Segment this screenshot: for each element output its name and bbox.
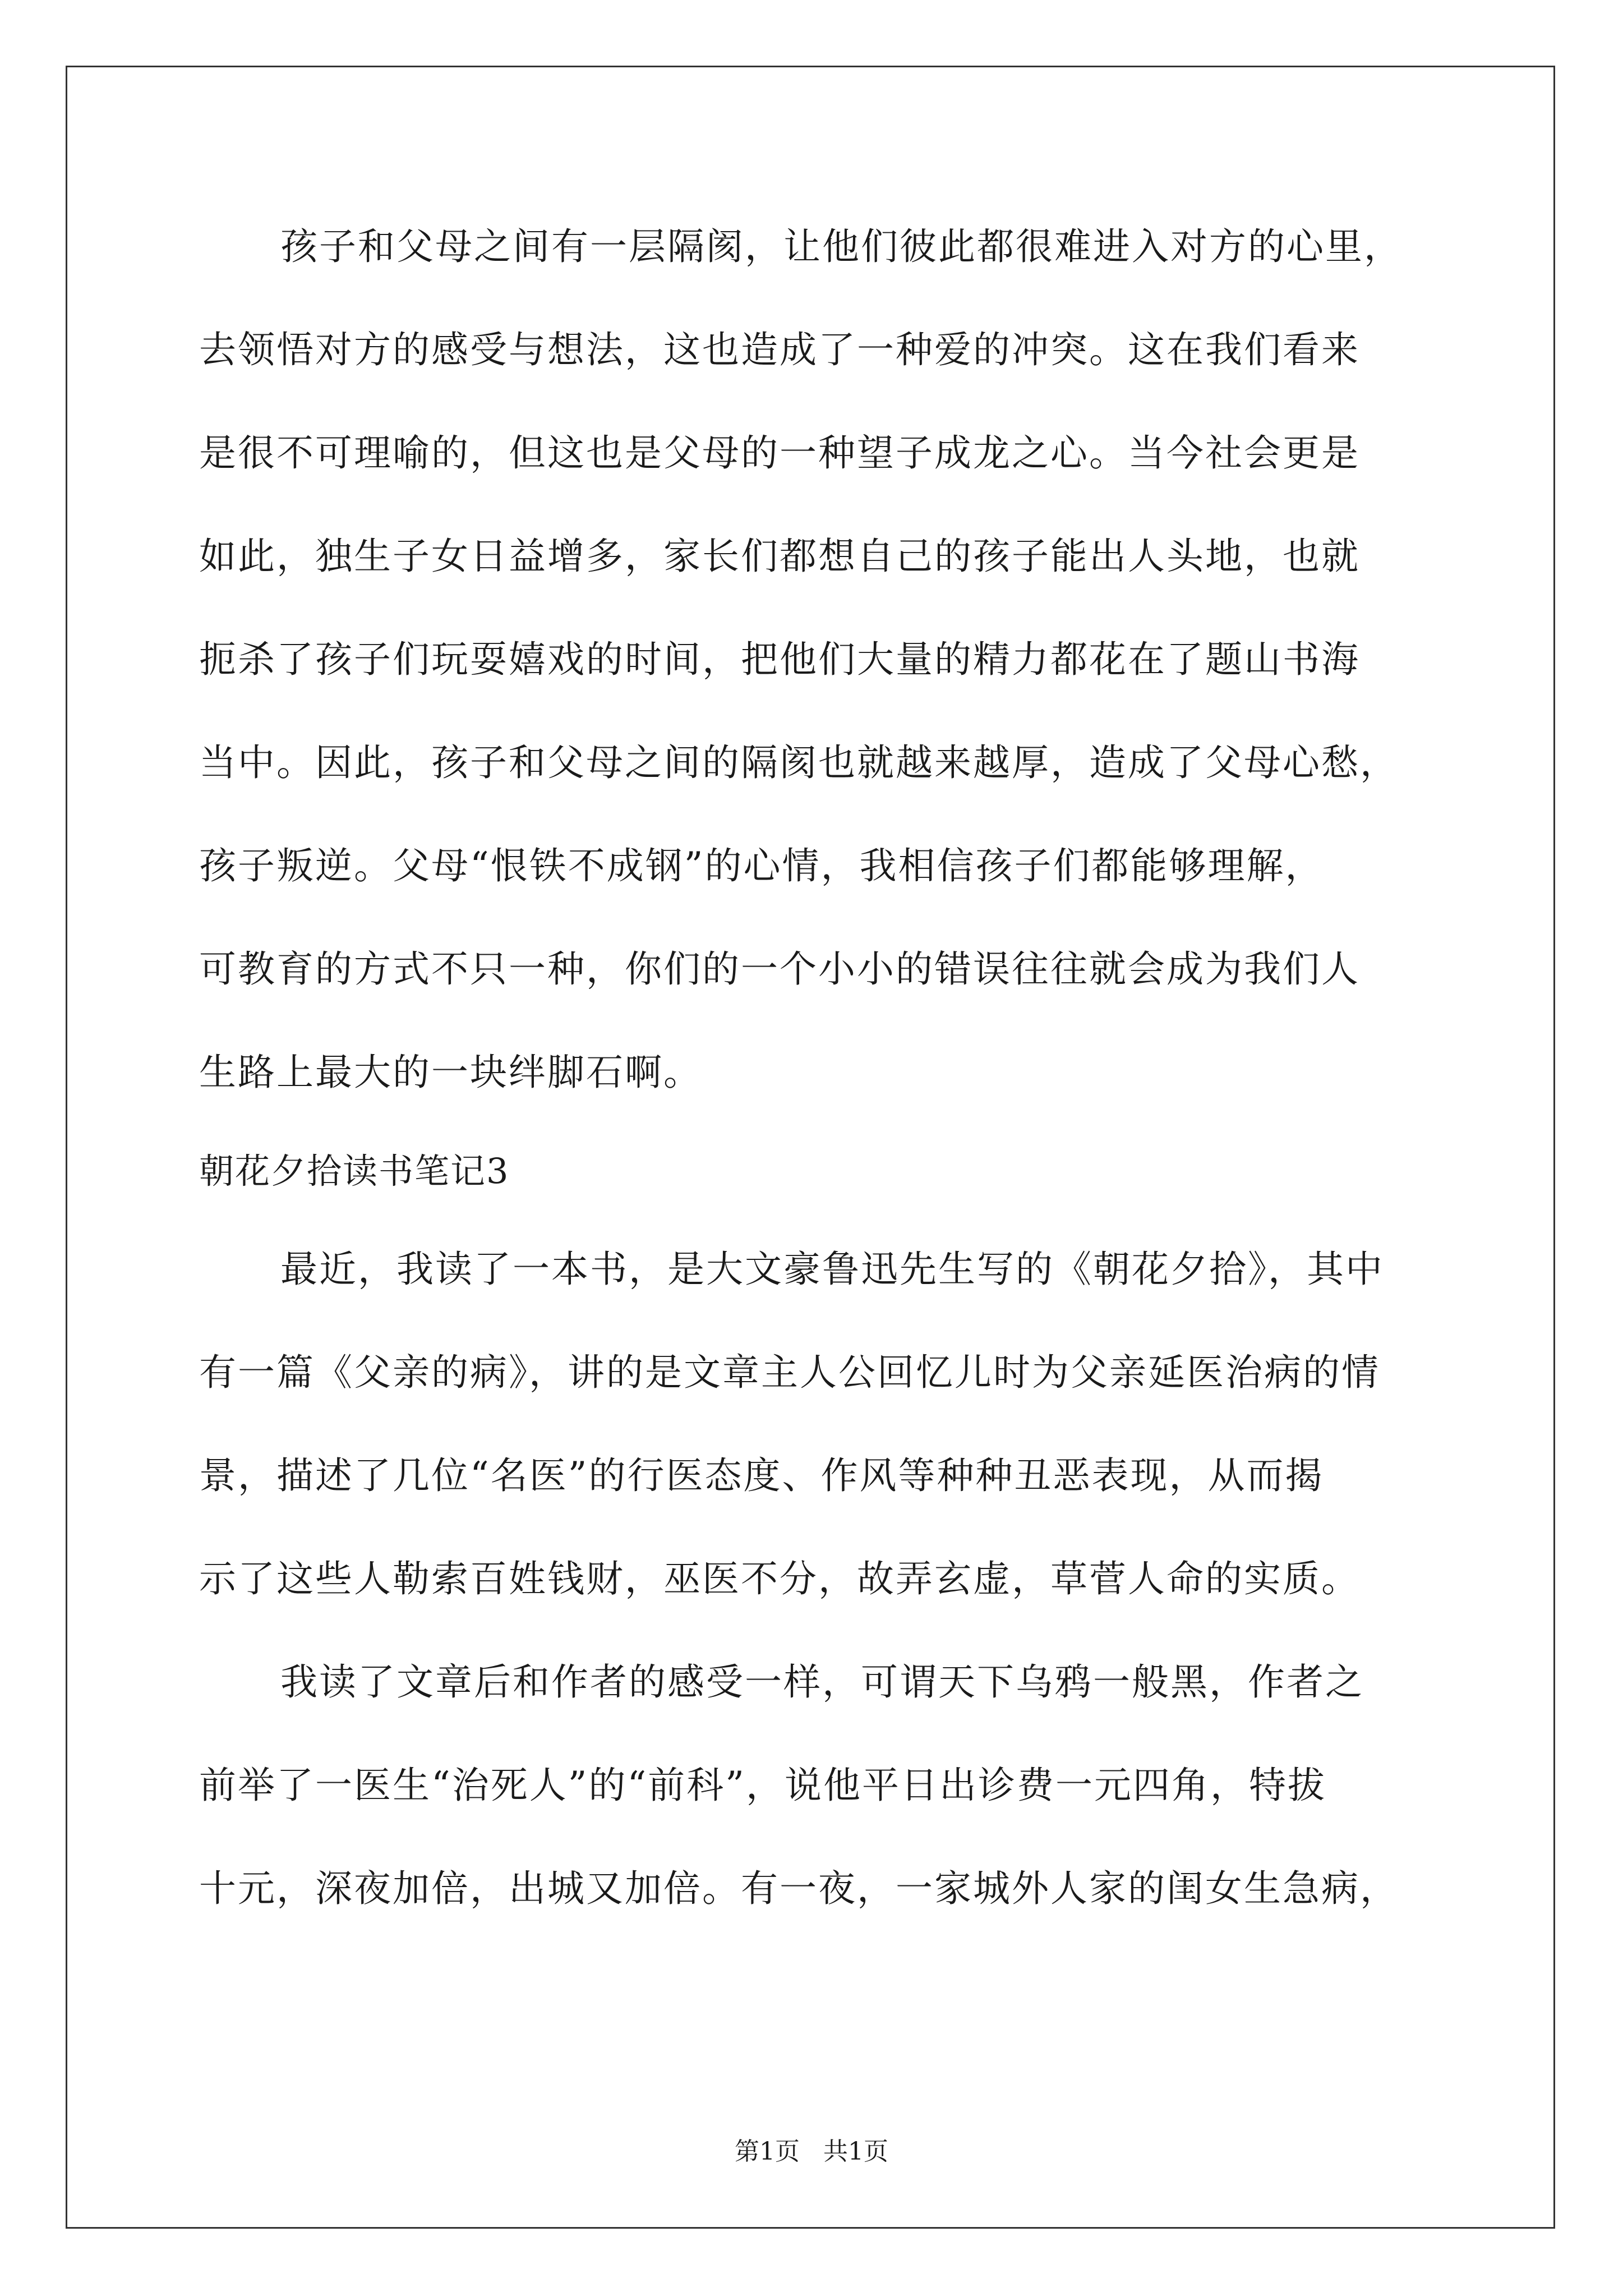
section-heading: 朝花夕拾读书笔记3: [199, 1151, 510, 1191]
paragraph-1-line-7: 孩子叛逆。父母“恨铁不成钢”的心情，我相信孩子们都能够理解，: [199, 844, 1324, 887]
paragraph-1-line-9: 生路上最大的一块绊脚石啊。: [199, 1051, 702, 1094]
paragraph-1-line-8: 可教育的方式不只一种，你们的一个小小的错误往往就会成为我们人: [199, 947, 1360, 991]
paragraph-1-line-5: 扼杀了孩子们玩耍嬉戏的时间，把他们大量的精力都花在了题山书海: [199, 638, 1360, 681]
paragraph-1-line-2: 去领悟对方的感受与想法，这也造成了一种爱的冲突。这在我们看来: [199, 328, 1360, 371]
paragraph-3-line-3: 十元，深夜加倍，出城又加倍。有一夜，一家城外人家的闺女生急病，: [199, 1867, 1399, 1910]
paragraph-1-line-1: 孩子和父母之间有一层隔阂，让他们彼此都很难进入对方的心里，: [280, 225, 1403, 268]
paragraph-3-line-1: 我读了文章后和作者的感受一样，可谓天下乌鸦一般黑，作者之: [280, 1660, 1364, 1704]
paragraph-3-line-2: 前举了一医生“治死人”的“前科”，说他平日出诊费一元四角，特拔: [199, 1764, 1326, 1807]
paragraph-2-line-3: 景，描述了几位“名医”的行医态度、作风等种种丑恶表现，从而揭: [199, 1454, 1324, 1497]
paragraph-1-line-3: 是很不可理喻的，但这也是父母的一种望子成龙之心。当今社会更是: [199, 431, 1360, 475]
paragraph-2-line-1: 最近，我读了一本书，是大文豪鲁迅先生写的《朝花夕拾》，其中: [280, 1248, 1384, 1291]
page-number-footer: 第1页 共1页: [735, 2137, 888, 2166]
paragraph-1-line-4: 如此，独生子女日益增多，家长们都想自己的孩子能出人头地，也就: [199, 535, 1360, 578]
paragraph-2-line-2: 有一篇《父亲的病》，讲的是文章主人公回忆儿时为父亲延医治病的情: [199, 1351, 1380, 1394]
paragraph-1-line-6: 当中。因此，孩子和父母之间的隔阂也就越来越厚，造成了父母心愁，: [199, 741, 1399, 784]
paragraph-2-line-4: 示了这些人勒索百姓钱财，巫医不分，故弄玄虚，草菅人命的实质。: [199, 1557, 1360, 1600]
